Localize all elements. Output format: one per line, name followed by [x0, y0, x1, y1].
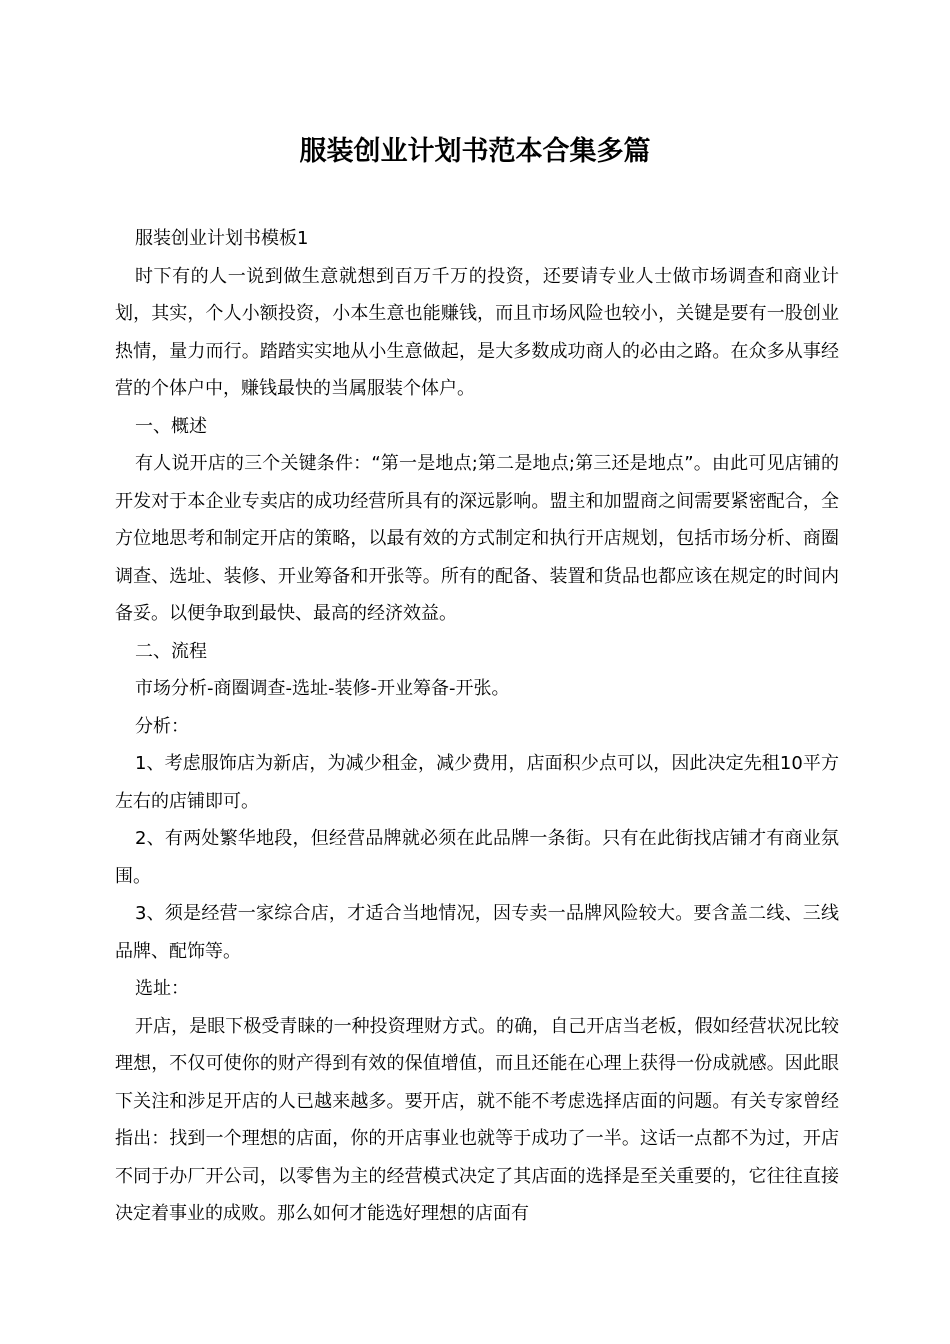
paragraph-intro: 时下有的人一说到做生意就想到百万千万的投资，还要请专业人士做市场调查和商业计划，其实，个人小额投资，小本生意也能赚钱，而且市场风险也较小，关键是要有一股创业热情，量力而行。踏踏实实地从小生意做起，是大多数成功商人的必由之路。在众多从事经营的个体户中，赚钱最快的当属服装个体户。 — [115, 265, 839, 399]
section-heading-process: 二、流程 — [135, 640, 207, 662]
paragraph-site-selection: 开店，是眼下极受青睐的一种投资理财方式。的确，自己开店当老板，假如经营状况比较理想，不仅可使你的财产得到有效的保值增值，而且还能在心理上获得一份成就感。因此眼下关注和涉足开店的人已越来越多。要开店，就不能不考虑选择店面的问题。有关专家曾经指出：找到一个理想的店面，你的开店事业也就等于成功了一半。这话一点都不为过，开店不同于办厂开公司，以零售为主的经营模式决定了其店面的选择是至关重要的，它往往直接决定着事业的成败。那么如何才能选好理想的店面有 — [115, 1015, 839, 1224]
paragraph-overview: 有人说开店的三个关键条件：“第一是地点;第二是地点;第三还是地点”。由此可见店铺的开发对于本企业专卖店的成功经营所具有的深远影响。盟主和加盟商之间需要紧密配合，全方位地思考和制定开店的策略，以最有效的方式制定和执行开店规划，包括市场分析、商圈调查、选址、装修、开业筹备和开张等。所有的配备、装置和货品也都应该在规定的时间内备妥。以便争取到最快、最高的经济效益。 — [115, 453, 839, 624]
subheading-analysis: 分析： — [135, 715, 189, 737]
analysis-item-3: 3、须是经营一家综合店，才适合当地情况，因专卖一品牌风险较大。要含盖二线、三线品牌、配饰等。 — [115, 903, 839, 962]
section-heading-overview: 一、概述 — [135, 415, 207, 437]
document-body — [115, 220, 839, 1233]
subheading-site-selection: 选址： — [135, 978, 189, 999]
analysis-item-2: 2、有两处繁华地段，但经营品牌就必须在此品牌一条街。只有在此街找店铺才有商业氛围。 — [115, 828, 839, 887]
paragraph-template-heading: 服装创业计划书模板1 — [135, 228, 309, 249]
paragraph-process-steps: 市场分析-商圈调查-选址-装修-开业筹备-开张。 — [135, 678, 510, 699]
analysis-item-1: 1、考虑服饰店为新店，为减少租金，减少费用，店面积少点可以，因此决定先租10平方左右的店铺即可。 — [115, 753, 839, 812]
document-title: 服装创业计划书范本合集多篇 — [299, 136, 651, 167]
